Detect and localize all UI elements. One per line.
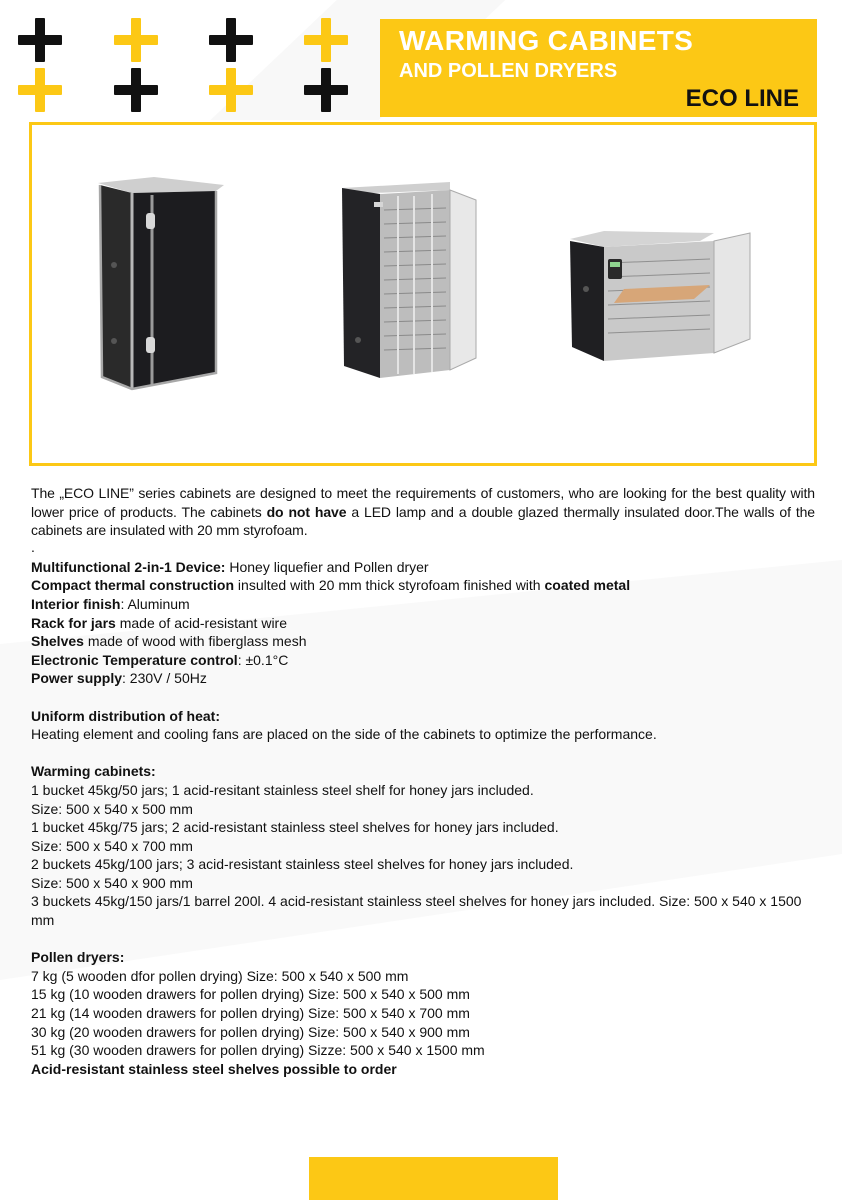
feature-text: Honey liquefier and Pollen dryer: [225, 558, 429, 575]
plus-icon: [114, 68, 158, 112]
feature-text: : Aluminum: [120, 595, 190, 612]
feature-text: : ±0.1°C: [237, 651, 289, 668]
plus-icon: [18, 68, 62, 112]
warming-line: Size: 500 x 540 x 900 mm: [31, 874, 193, 891]
open-warming-cabinet-image: [338, 180, 478, 380]
section-heading-warming: Warming cabinets:: [31, 763, 156, 780]
warming-line: 3 buckets 45kg/150 jars/1 barrel 200l. 4 acid-resistant stainless steel shelves for honey jars included. Size: 500 x 540 x 1500 mm: [31, 893, 802, 929]
page-title: WARMING CABINETS: [399, 25, 694, 56]
uniform-text: Heating element and cooling fans are placed on the side of the cabinets to optimize the performance.: [31, 726, 657, 743]
product-description: [31, 484, 815, 1078]
warming-line: Size: 500 x 540 x 700 mm: [31, 837, 193, 854]
plus-icon: [114, 18, 158, 62]
footer-accent-bar: [309, 1157, 558, 1200]
feature-label: Power supply: [31, 670, 123, 687]
feature-item: [31, 576, 815, 595]
plus-icon: [209, 18, 253, 62]
pollen-line: 15 kg (10 wooden drawers for pollen drying) Size: 500 x 540 x 500 mm: [31, 986, 470, 1003]
feature-item: [31, 669, 815, 688]
feature-label: Interior finish: [31, 595, 121, 612]
section-heading-pollen: Pollen dryers:: [31, 949, 125, 966]
title-banner: [380, 19, 817, 117]
warming-line: 1 bucket 45kg/75 jars; 2 acid-resistant stainless steel shelves for honey jars included.: [31, 819, 559, 836]
pollen-line: 21 kg (14 wooden drawers for pollen drying) Size: 500 x 540 x 700 mm: [31, 1005, 470, 1022]
page-subtitle: AND POLLEN DRYERS: [399, 60, 618, 82]
pollen-dryer-list: [31, 967, 815, 1060]
feature-item: [31, 595, 815, 614]
product-photo-frame: [29, 122, 817, 466]
tall-cabinet-closed-image: [96, 175, 226, 395]
pollen-line: 30 kg (20 wooden drawers for pollen drying) Size: 500 x 540 x 900 mm: [31, 1023, 470, 1040]
feature-text: made of wood with fiberglass mesh: [83, 633, 307, 650]
intro-paragraph: [31, 484, 815, 540]
feature-text: insulted with 20 mm thick styrofoam finished with: [234, 577, 545, 594]
feature-item: [31, 632, 815, 651]
feature-text: : 230V / 50Hz: [122, 670, 207, 687]
intro-emphasis: do not have: [266, 503, 347, 520]
feature-label: Electronic Temperature control: [31, 651, 238, 668]
section-heading-uniform: Uniform distribution of heat:: [31, 707, 220, 724]
product-line-label: ECO LINE: [685, 85, 799, 112]
feature-label: Compact thermal construction: [31, 577, 235, 594]
pollen-line: 7 kg (5 wooden dfor pollen drying) Size: 500 x 540 x 500 mm: [31, 967, 409, 984]
feature-item: [31, 614, 815, 633]
warming-line: 2 buckets 45kg/100 jars; 3 acid-resistant stainless steel shelves for honey jars included.: [31, 856, 574, 873]
feature-text: made of acid-resistant wire: [115, 614, 288, 631]
plus-icon: [18, 18, 62, 62]
plus-icon: [209, 68, 253, 112]
pollen-dryer-cabinet-image: [564, 229, 756, 369]
pollen-line: 51 kg (30 wooden drawers for pollen drying) Sizze: 500 x 540 x 1500 mm: [31, 1042, 485, 1059]
feature-label: Shelves: [31, 633, 84, 650]
feature-label: Rack for jars: [31, 614, 116, 631]
feature-emphasis: coated metal: [544, 577, 631, 594]
closing-note: Acid-resistant stainless steel shelves possible to order: [31, 1060, 397, 1077]
feature-list: [31, 558, 815, 688]
plus-icon: [304, 68, 348, 112]
intro-text-end: a LED lamp and a double glazed thermally insulated door.The walls of the cabinets are insulated with 20 mm styrofoam.: [31, 503, 815, 539]
plus-icon: [304, 18, 348, 62]
warming-cabinet-list: [31, 781, 815, 930]
feature-label: Multifunctional 2-in-1 Device:: [31, 558, 226, 575]
feature-item: [31, 558, 815, 577]
separator-dot: .: [31, 538, 35, 555]
intro-text: The „ECO LINE” series cabinets are designed to meet the requirements of customers, who are looking for the best quality with lower price of products. The cabinets: [31, 485, 815, 520]
warming-line: Size: 500 x 540 x 500 mm: [31, 800, 193, 817]
warming-line: 1 bucket 45kg/50 jars; 1 acid-resitant stainless steel shelf for honey jars included.: [31, 781, 534, 798]
feature-item: [31, 651, 815, 670]
